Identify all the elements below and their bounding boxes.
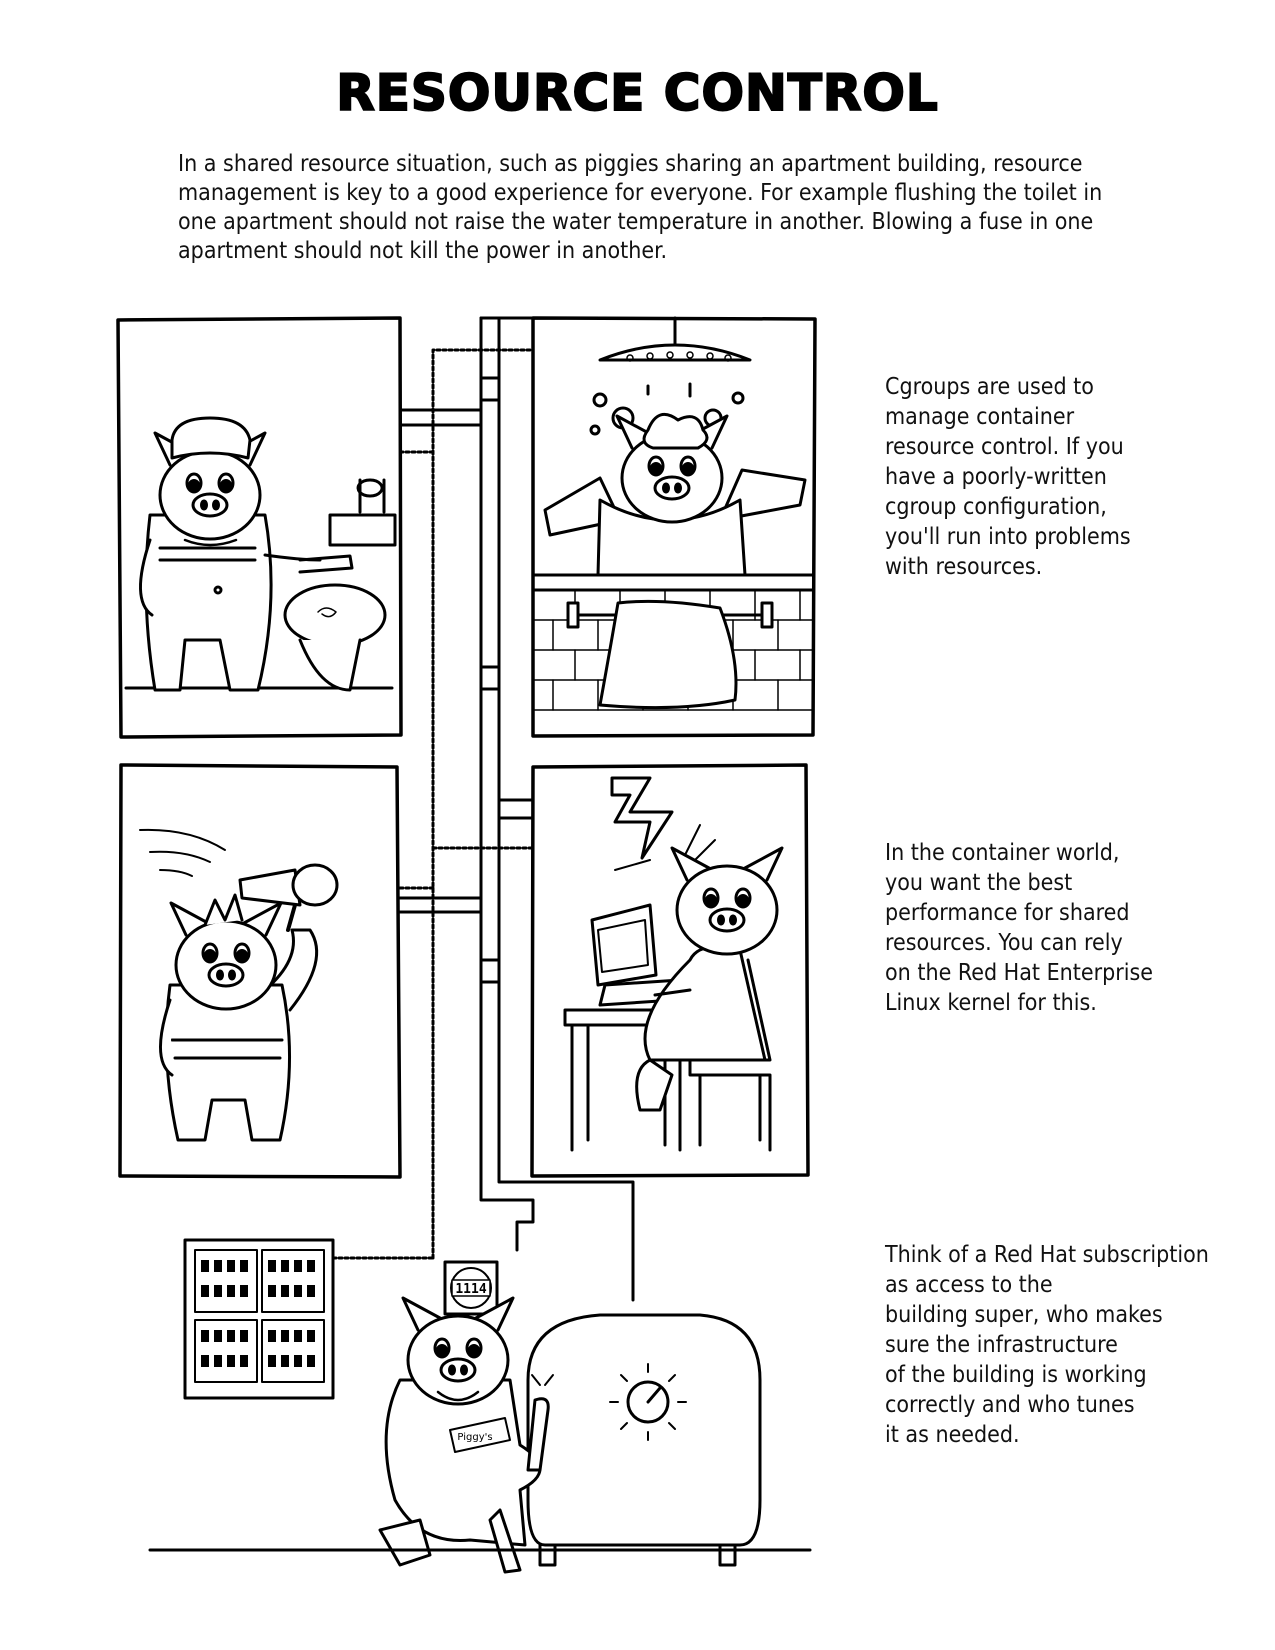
page-title: RESOURCE CONTROL: [336, 64, 939, 122]
fuse-box: [185, 1240, 333, 1398]
panel-computer-pig: [532, 765, 808, 1176]
text-line: with resources.: [885, 554, 1043, 580]
text-line: performance for shared: [885, 900, 1130, 926]
text-line: on the Red Hat Enterprise: [885, 960, 1154, 986]
text-line: manage container: [885, 404, 1075, 430]
boiler: [528, 1315, 760, 1565]
meter-readout: 1114: [455, 1282, 487, 1297]
text-line: as access to the: [885, 1272, 1053, 1298]
text-line: correctly and who tunes: [885, 1392, 1135, 1418]
text-line: resources. You can rely: [885, 930, 1123, 956]
text-line: Think of a Red Hat subscription: [885, 1242, 1209, 1268]
text-line: building super, who makes: [885, 1302, 1163, 1328]
shirt-patch: Piggy's: [457, 1432, 493, 1443]
text-line: it as needed.: [885, 1422, 1020, 1448]
text-line: have a poorly-written: [885, 464, 1107, 490]
text-line: sure the infrastructure: [885, 1332, 1118, 1358]
text-line: In the container world,: [885, 840, 1120, 866]
panel-hairdryer-pig: [120, 765, 400, 1177]
text-line: resource control. If you: [885, 434, 1124, 460]
text-line: Cgroups are used to: [885, 374, 1094, 400]
panel-toilet-pig: [118, 318, 401, 737]
panel-shower-pig: [533, 318, 815, 736]
text-line: you'll run into problems: [885, 524, 1131, 550]
intro-paragraph: In a shared resource situation, such as piggies sharing an apartment building, resource management is key to a good experience for everyone. For example flushing the toilet in one apartment should not raise the water temperature in another. Blowing a fuse in one apartment should not kill the power in another.: [178, 151, 1103, 264]
text-line: of the building is working: [885, 1362, 1147, 1388]
water-meter: [445, 1262, 497, 1314]
text-line: cgroup configuration,: [885, 494, 1107, 520]
text-line: you want the best: [885, 870, 1073, 896]
text-line: Linux kernel for this.: [885, 990, 1097, 1016]
